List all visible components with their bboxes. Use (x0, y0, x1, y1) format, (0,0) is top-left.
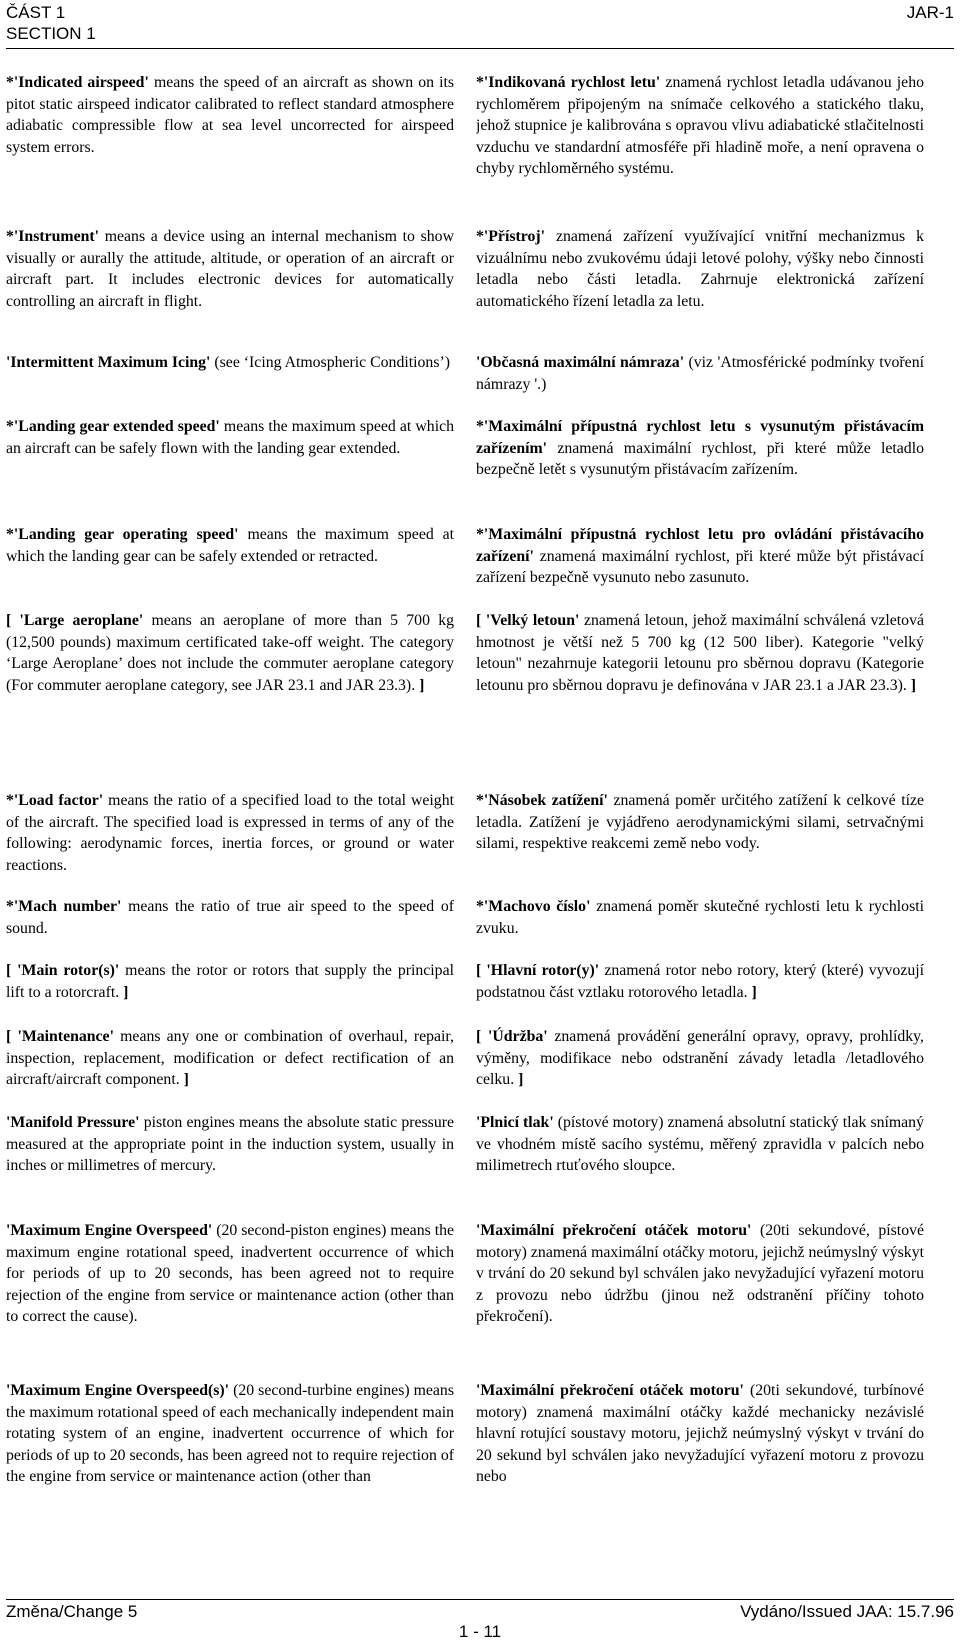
amendment-bracket: ] (747, 983, 757, 1001)
header-section (6, 2, 96, 44)
definition-text: znamená zařízení využívající vnitřní mechanizmus k vizuálnímu nebo zvukovému údaji letové polohy, výšky nebo činnosti letadla nebo části letadla. Zahrnuje elektronická zařízení automatického řízení letadla za letu. (476, 228, 924, 310)
definition-en (6, 72, 454, 158)
amendment-bracket: [ (6, 962, 18, 979)
header-doc-id: JAR-1 (906, 3, 954, 22)
definition-term: 'Intermittent Maximum Icing' (6, 354, 211, 371)
definition-text: znamená poměr určitého zatížení k celkové tíze letadla. Zatížení je vyjádřeno aerodynamickými silami, setrvačnými silami, respektive reakcemi země nebo vody. (476, 792, 924, 853)
definition-text: (viz 'Atmosférické podmínky tvoření námrazy '.) (476, 354, 924, 393)
footer-issued: Vydáno/Issued JAA: 15.7.96 (740, 1602, 954, 1621)
definition-text: znamená rotor nebo rotory, který (které) vyvozují podstatnou část vztlaku rotorového letadla. (476, 962, 924, 1001)
definition-en (6, 416, 454, 459)
definition-en (6, 226, 454, 312)
definition-term: 'Maintenance' (17, 1028, 114, 1045)
definition-text: znamená maximální rychlost, při které může být přistávací zařízení bezpečně vysunuto nebo zasunuto. (476, 547, 924, 587)
definition-term: *'Indikovaná rychlost letu' (476, 74, 661, 91)
definition-en (6, 524, 454, 567)
amendment-bracket: ] (514, 1071, 524, 1089)
definition-term: *'Maximální přípustná rychlost letu pro ovládání přistávacího zařízení' (476, 526, 924, 565)
definition-text: (20ti sekundové, turbínové motory) znamená maximální otáčky každé mechanicky nezávislé hlavní rotující soustavy motoru, jejichž neúmyslný výskyt v trvání do 20 sekund byl schválen jako nevyžadující vyřazení motoru z provozu nebo (476, 1382, 924, 1486)
definition-term: 'Občasná maximální námraza' (476, 354, 685, 371)
definition-cs (476, 524, 924, 589)
definition-term: 'Manifold Pressure' (6, 1114, 140, 1131)
amendment-bracket: ] (415, 676, 425, 694)
definition-term: *'Landing gear operating speed' (6, 526, 239, 543)
page-header (6, 0, 954, 49)
definition-cs (476, 416, 924, 481)
definition-term: 'Maximální překročení otáček motoru' (476, 1382, 744, 1399)
definition-text: means the ratio of true air speed to the speed of sound. (6, 898, 454, 937)
amendment-bracket: [ (476, 962, 487, 979)
definition-text: means the ratio of a specified load to the total weight of the aircraft. The specified load is expressed in terms of any of the following: aerodynamic forces, inertia forces, or ground or water reactions. (6, 792, 454, 874)
document-body (6, 72, 954, 1592)
amendment-bracket: [ (476, 1028, 488, 1045)
definition-text: (see ‘Icing Atmospheric Conditions’) (210, 354, 450, 371)
header-part-en: SECTION 1 (6, 24, 96, 43)
definition-cs (476, 610, 924, 696)
definition-text: means a device using an internal mechanism to show visually or aurally the attitude, altitude, or operation of an aircraft or aircraft part. It includes electronic devices for automatically controlling an aircraft in flight. (6, 228, 454, 310)
definition-en (6, 960, 454, 1003)
header-part-cs: ČÁST 1 (6, 3, 66, 22)
definition-text: (20 second-piston engines) means the maximum engine rotational speed, inadvertent occurrence of which for periods of up to 20 seconds, has been agreed not to require rejection of the engine from service or maintenance action (other than to correct the cause). (6, 1222, 454, 1326)
definition-en (6, 896, 454, 939)
definition-text: means an aeroplane of more than 5 700 kg (12,500 pounds) maximum certificated take-off weight. The category ‘Large Aeroplane’ does not include the commuter aeroplane category (For commuter aeroplane category, see JAR 23.1 and JAR 23.3). (6, 612, 454, 694)
definition-cs (476, 960, 924, 1003)
definition-term: *'Násobek zatížení' (476, 792, 608, 809)
amendment-bracket: [ (6, 1028, 18, 1045)
definition-cs (476, 1380, 924, 1488)
definition-text: znamená rychlost letadla udávanou jeho rychloměrem připojeným na snímače celkového a statického tlaku, jehož stupnice je kalibrována s opravou vlivu adiabatické stlačitelnosti vzduchu ve standardní atmosféře při hladině moře, a není opravena o chyby rychloměrného systému. (476, 74, 924, 178)
definition-term: 'Údržba' (487, 1028, 548, 1045)
definition-text: znamená maximální rychlost, při které může letadlo bezpečně letět s vysunutým přistávacím zařízením. (476, 439, 924, 479)
definition-term: 'Large aeroplane' (19, 612, 144, 629)
amendment-bracket: ] (906, 676, 917, 694)
definition-term: 'Maximální překročení otáček motoru' (476, 1222, 752, 1239)
page-footer (6, 1599, 954, 1644)
definition-term: 'Maximum Engine Overspeed(s)' (6, 1382, 230, 1399)
definition-term: *'Machovo číslo' (476, 898, 591, 915)
definition-en (6, 352, 454, 374)
definition-text: means the speed of an aircraft as shown on its pitot static airspeed indicator calibrated to reflect standard atmosphere adiabatic compressible flow at sea level uncorrected for airspeed system errors. (6, 74, 454, 156)
definition-term: 'Velký letoun' (485, 612, 580, 629)
definition-en (6, 790, 454, 876)
amendment-bracket: ] (119, 983, 129, 1001)
english-column (6, 72, 454, 1592)
definition-text: (pístové motory) znamená absolutní statický tlak snímaný ve vhodném místě sacího systému, měřený zpravidla v palcích nebo milimetrech rtuťového sloupce. (476, 1114, 924, 1175)
definition-cs (476, 352, 924, 395)
definition-term: *'Load factor' (6, 792, 104, 809)
definition-en (6, 1380, 454, 1488)
definition-cs (476, 1112, 924, 1177)
definition-text: means the rotor or rotors that supply the principal lift to a rotorcraft. (6, 962, 454, 1001)
czech-column (476, 72, 924, 1592)
definition-text: means any one or combination of overhaul, repair, inspection, replacement, modification or defect rectification of an aircraft/aircraft component. (6, 1028, 454, 1089)
definition-term: *'Maximální přípustná rychlost letu s vysunutým přistávacím zařízením' (476, 418, 924, 457)
definition-en (6, 610, 454, 696)
definition-cs (476, 1026, 924, 1091)
definition-en (6, 1112, 454, 1177)
page-number: 1 - 11 (458, 1622, 502, 1641)
definition-cs (476, 896, 924, 939)
definition-text: piston engines means the absolute static pressure measured at the appropriate point in the induction system, usually in inches or millimetres of mercury. (6, 1114, 454, 1175)
definition-term: *'Landing gear extended speed' (6, 418, 220, 435)
definition-en (6, 1220, 454, 1328)
amendment-bracket: ] (179, 1071, 189, 1089)
definition-term: 'Hlavní rotor(y)' (486, 962, 600, 979)
definition-text: znamená poměr skutečné rychlosti letu k rychlosti zvuku. (476, 898, 924, 937)
definition-term: *'Přístroj' (476, 228, 546, 245)
definition-text: means the maximum speed at which the landing gear can be safely extended or retracted. (6, 526, 454, 565)
definition-text: znamená provádění generální opravy, opravy, prohlídky, výměny, modifikace nebo odstranění závady letadla /letadlového celku. (476, 1028, 924, 1089)
definition-term: 'Plnicí tlak' (476, 1114, 554, 1131)
definition-term: 'Main rotor(s)' (17, 962, 120, 979)
definition-term: *'Instrument' (6, 228, 100, 245)
definition-en (6, 1026, 454, 1091)
definition-cs (476, 226, 924, 312)
amendment-bracket: [ (6, 612, 20, 629)
amendment-bracket: [ (476, 612, 486, 629)
definition-term: *'Mach number' (6, 898, 122, 915)
definition-term: *'Indicated airspeed' (6, 74, 149, 91)
definition-cs (476, 1220, 924, 1328)
definition-text: (20 second-turbine engines) means the maximum rotational speed of each mechanically independent main rotating system of an engine, inadvertent occurrence of which for periods of up to 20 seconds, has been agreed not to require rejection of the engine from service or maintenance action (other than (6, 1382, 454, 1486)
definition-term: 'Maximum Engine Overspeed' (6, 1222, 213, 1239)
definition-cs (476, 790, 924, 855)
footer-change: Změna/Change 5 (6, 1602, 138, 1621)
definition-text: znamená letoun, jehož maximální schválená vzletová hmotnost je větší než 5 700 kg (12 500 liber). Kategorie "velký letoun" nezahrnuje kategorii letounu pro sběrnou dopravu (Kategorie letounu pro sběrnou dopravu je definována v JAR 23.1 a JAR 23.3). (476, 612, 924, 694)
definition-text: (20ti sekundové, pístové motory) znamená maximální otáčky motoru, jejichž neúmyslný výskyt v trvání do 20 sekund byl schválen jako nevyžadující vyřazení motoru z provozu nebo údržbu (jinou než odstranění příčiny tohoto překročení). (476, 1222, 924, 1326)
definition-text: means the maximum speed at which an aircraft can be safely flown with the landing gear extended. (6, 418, 454, 457)
definition-cs (476, 72, 924, 180)
